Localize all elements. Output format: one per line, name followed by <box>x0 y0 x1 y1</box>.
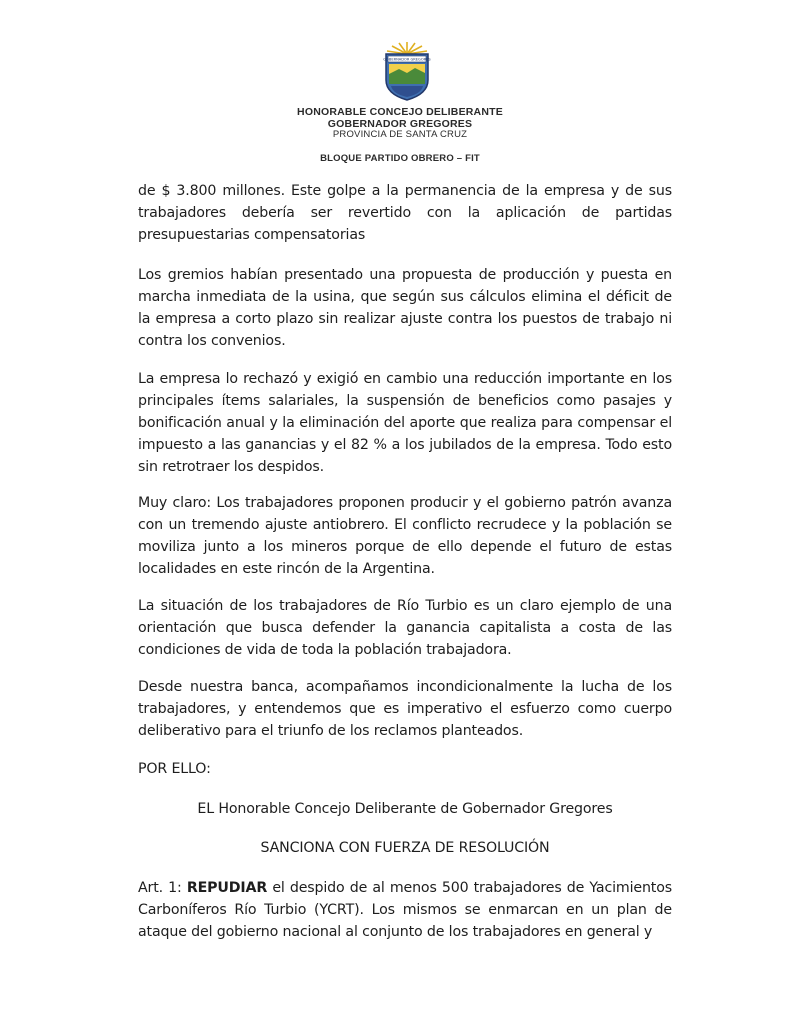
por-ello: POR ELLO: <box>138 761 211 777</box>
paragraph-5: La situación de los trabajadores de Río Turbio es un claro ejemplo de una orientación que busca defender la ganancia capitalista a costa de las condiciones de vida de toda la población trabajadora. <box>138 598 672 658</box>
paragraph-2: Los gremios habían presentado una propuesta de producción y puesta en marcha inmediata de la usina, que según sus cálculos elimina el déficit de la empresa a corto plazo sin realizar ajuste contra los puestos de trabajo ni contra los convenios. <box>138 267 672 349</box>
council-statement: EL Honorable Concejo Deliberante de Gobernador Gregores <box>197 801 613 817</box>
sanciona-heading: SANCIONA CON FUERZA DE RESOLUCIÓN <box>260 840 550 856</box>
paragraph-4: Muy claro: Los trabajadores proponen producir y el gobierno patrón avanza con un tremendo ajuste antiobrero. El conflicto recrudece y la población se moviliza junto a los mineros porque de ello depende el futuro de estas localidades en este rincón de la Argentina. <box>138 495 672 577</box>
crest-banner-text: GOBERNADOR GREGORES <box>383 57 431 62</box>
party-bloc: BLOQUE PARTIDO OBRERO – FIT <box>320 153 480 164</box>
paragraph-3: La empresa lo rechazó y exigió en cambio una reducción importante en los principales ítems salariales, la suspensión de beneficios como pasajes y bonificación anual y la eliminación del aporte que realiza para compensar el impuesto a las ganancias y el 82 % a los jubilados de la empresa. Todo esto sin retrotraer los despidos. <box>138 371 672 475</box>
article-1-label: Art. 1: <box>138 880 182 896</box>
city-name: GOBERNADOR GREGORES <box>327 118 473 130</box>
council-name: HONORABLE CONCEJO DELIBERANTE <box>297 106 503 118</box>
province-name: PROVINCIA DE SANTA CRUZ <box>332 129 468 140</box>
article-1-verb: REPUDIAR <box>186 880 268 896</box>
article-1-text: el despido de al menos 500 trabajadores de Yacimientos Carboníferos Río Turbio (YCRT). Los mismos se enmarcan en un plan de ataque del gobierno nacional al conjunto de los trabajadores en general y <box>138 880 672 940</box>
paragraph-1: de $ 3.800 millones. Este golpe a la permanencia de la empresa y de sus trabajadores debería ser revertido con la aplicación de partidas presupuestarias compensatorias <box>138 183 672 243</box>
municipal-crest-icon <box>381 40 433 102</box>
article-1 <box>138 877 672 943</box>
paragraph-6: Desde nuestra banca, acompañamos incondicionalmente la lucha de los trabajadores, y entendemos que es imperativo el esfuerzo como cuerpo deliberativo para el triunfo de los reclamos planteados. <box>138 679 672 739</box>
